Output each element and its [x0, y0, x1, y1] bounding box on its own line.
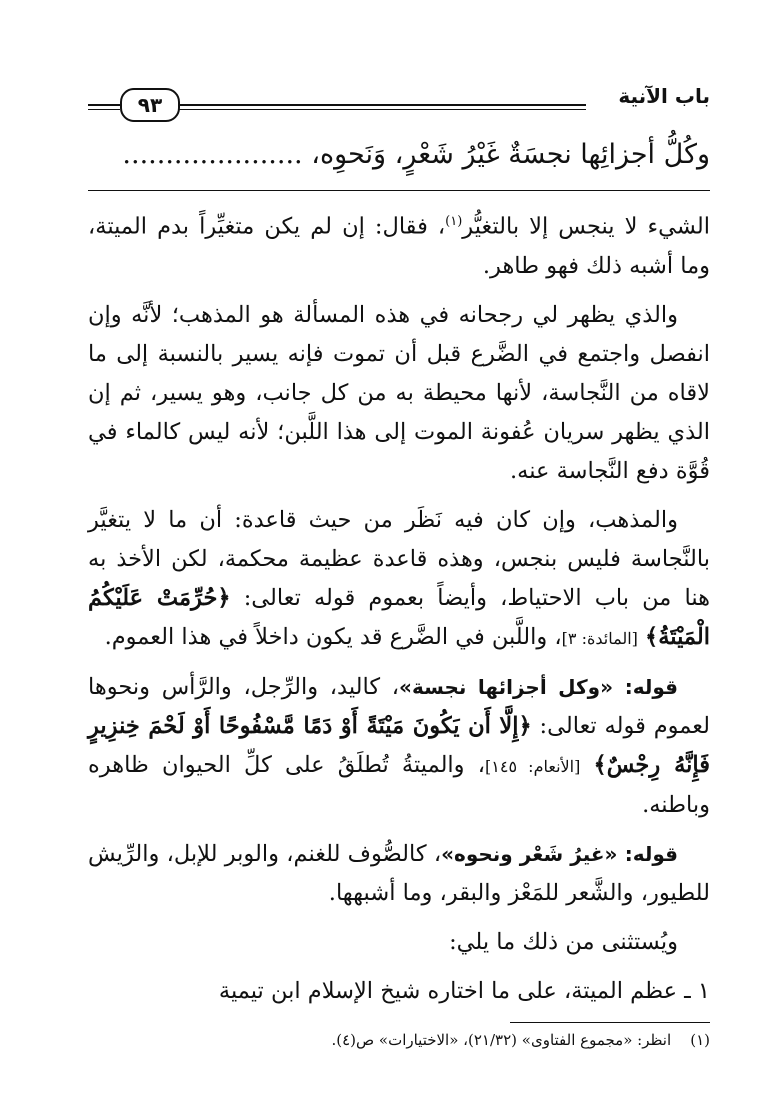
- text: ، واللَّبن في الضَّرع قد يكون داخلاً في هذا العموم.: [104, 623, 562, 650]
- footnote-marker: (١): [445, 214, 463, 229]
- quran-quote: ﴿حُرِّمَتْ عَلَيْكُمُ الْمَيْتَةُ﴾: [88, 584, 710, 650]
- matn-dots: .....................: [122, 139, 303, 170]
- text: الشيء لا ينجس إلا بالتغيُّر: [462, 213, 710, 240]
- header-rule-left: [88, 104, 120, 106]
- header-rule-thin: [178, 109, 586, 110]
- paragraph-4: [88, 668, 710, 825]
- text: ، فقال: إن لم يكن متغيِّراً بدم الميتة، وما أشبه ذلك فهو طاهر.: [88, 213, 710, 279]
- paragraph-7: ١ ـ عظم الميتة، على ما اختاره شيخ الإسلام ابن تيمية: [218, 977, 710, 1004]
- commentary-body: [88, 202, 710, 1021]
- matn-separator: [88, 190, 710, 191]
- page-number: ٩٣: [120, 88, 180, 122]
- matn-citation: «وكل أجزائها نجسة»: [399, 674, 614, 699]
- header-rule-left-thin: [88, 109, 120, 110]
- text: ، كالصُّوف للغنم، والوبر للإبل، والرِّيش للطيور، والشَّعر للمَعْز والبقر، وما أشبهها.: [88, 840, 710, 906]
- quran-quote: ﴿إِلَّا أَن يَكُونَ مَيْتَةً أَوْ دَمًا مَّسْفُوحًا أَوْ لَحْمَ خِنزِيرٍ فَإِنَّهُ رِجْسٌ﴾: [88, 712, 711, 778]
- text: ، كاليد، والرِّجل، والرَّأس ونحوها لعموم قوله تعالى:: [88, 673, 710, 739]
- paragraph-1: [88, 202, 710, 286]
- qawl-label: قوله:: [624, 841, 678, 866]
- page-header: [88, 82, 710, 122]
- text: والمذهب، وإن كان فيه نَظَر من حيث قاعدة: أن ما لا يتغيَّر بالنَّجاسة فليس بنجس، وهذه قاعدة عظيمة محكمة، لكن الأخذ به هنا من باب الاحتياط، وأيضاً بعموم قوله تعالى:: [88, 506, 711, 611]
- footnote-text: انظر: «مجموع الفتاوى» (٢١/٣٢)، «الاختيارات» ص(٤).: [331, 1031, 672, 1049]
- chapter-title: باب الآنية: [618, 84, 710, 108]
- footnote: [88, 1028, 710, 1052]
- header-rule: [178, 104, 586, 106]
- quran-ref: [المائدة: ٣]: [561, 628, 638, 648]
- paragraph-6: ويُستثنى من ذلك ما يلي:: [449, 928, 678, 955]
- qawl-label: قوله:: [624, 674, 678, 699]
- matn-citation: «غيرُ شَعْر ونحوه»: [441, 841, 618, 866]
- footnote-number: (١): [690, 1031, 710, 1049]
- footnote-rule: [510, 1022, 710, 1023]
- matn-line: وكُلُّ أجزائِها نجسَةٌ غَيْرُ شَعْرٍ، وَنَحوِه،: [311, 139, 710, 170]
- paragraph-5: [88, 835, 710, 913]
- paragraph-2: والذي يظهر لي رجحانه في هذه المسألة هو المذهب؛ لأنَّه وإن انفصل واجتمع في الضَّرع قبل أن تموت فإنه يسير بالنسبة إلى ما لاقاه من النَّجاسة، لأنها محيطة به من كل جانب، وهو يسير، ثم إن الذي يظهر سريان عُفونة الموت إلى هذا اللَّبن؛ لأنه ليس كالماء في قُوَّة دفع النَّجاسة عنه.: [88, 301, 710, 484]
- matn-text: [88, 132, 710, 178]
- text: ، والميتةُ تُطلَقُ على كلِّ الحيوان ظاهره وباطنه.: [88, 751, 710, 818]
- paragraph-3: [88, 501, 710, 658]
- quran-ref: [الأنعام: ١٤٥]: [485, 756, 581, 776]
